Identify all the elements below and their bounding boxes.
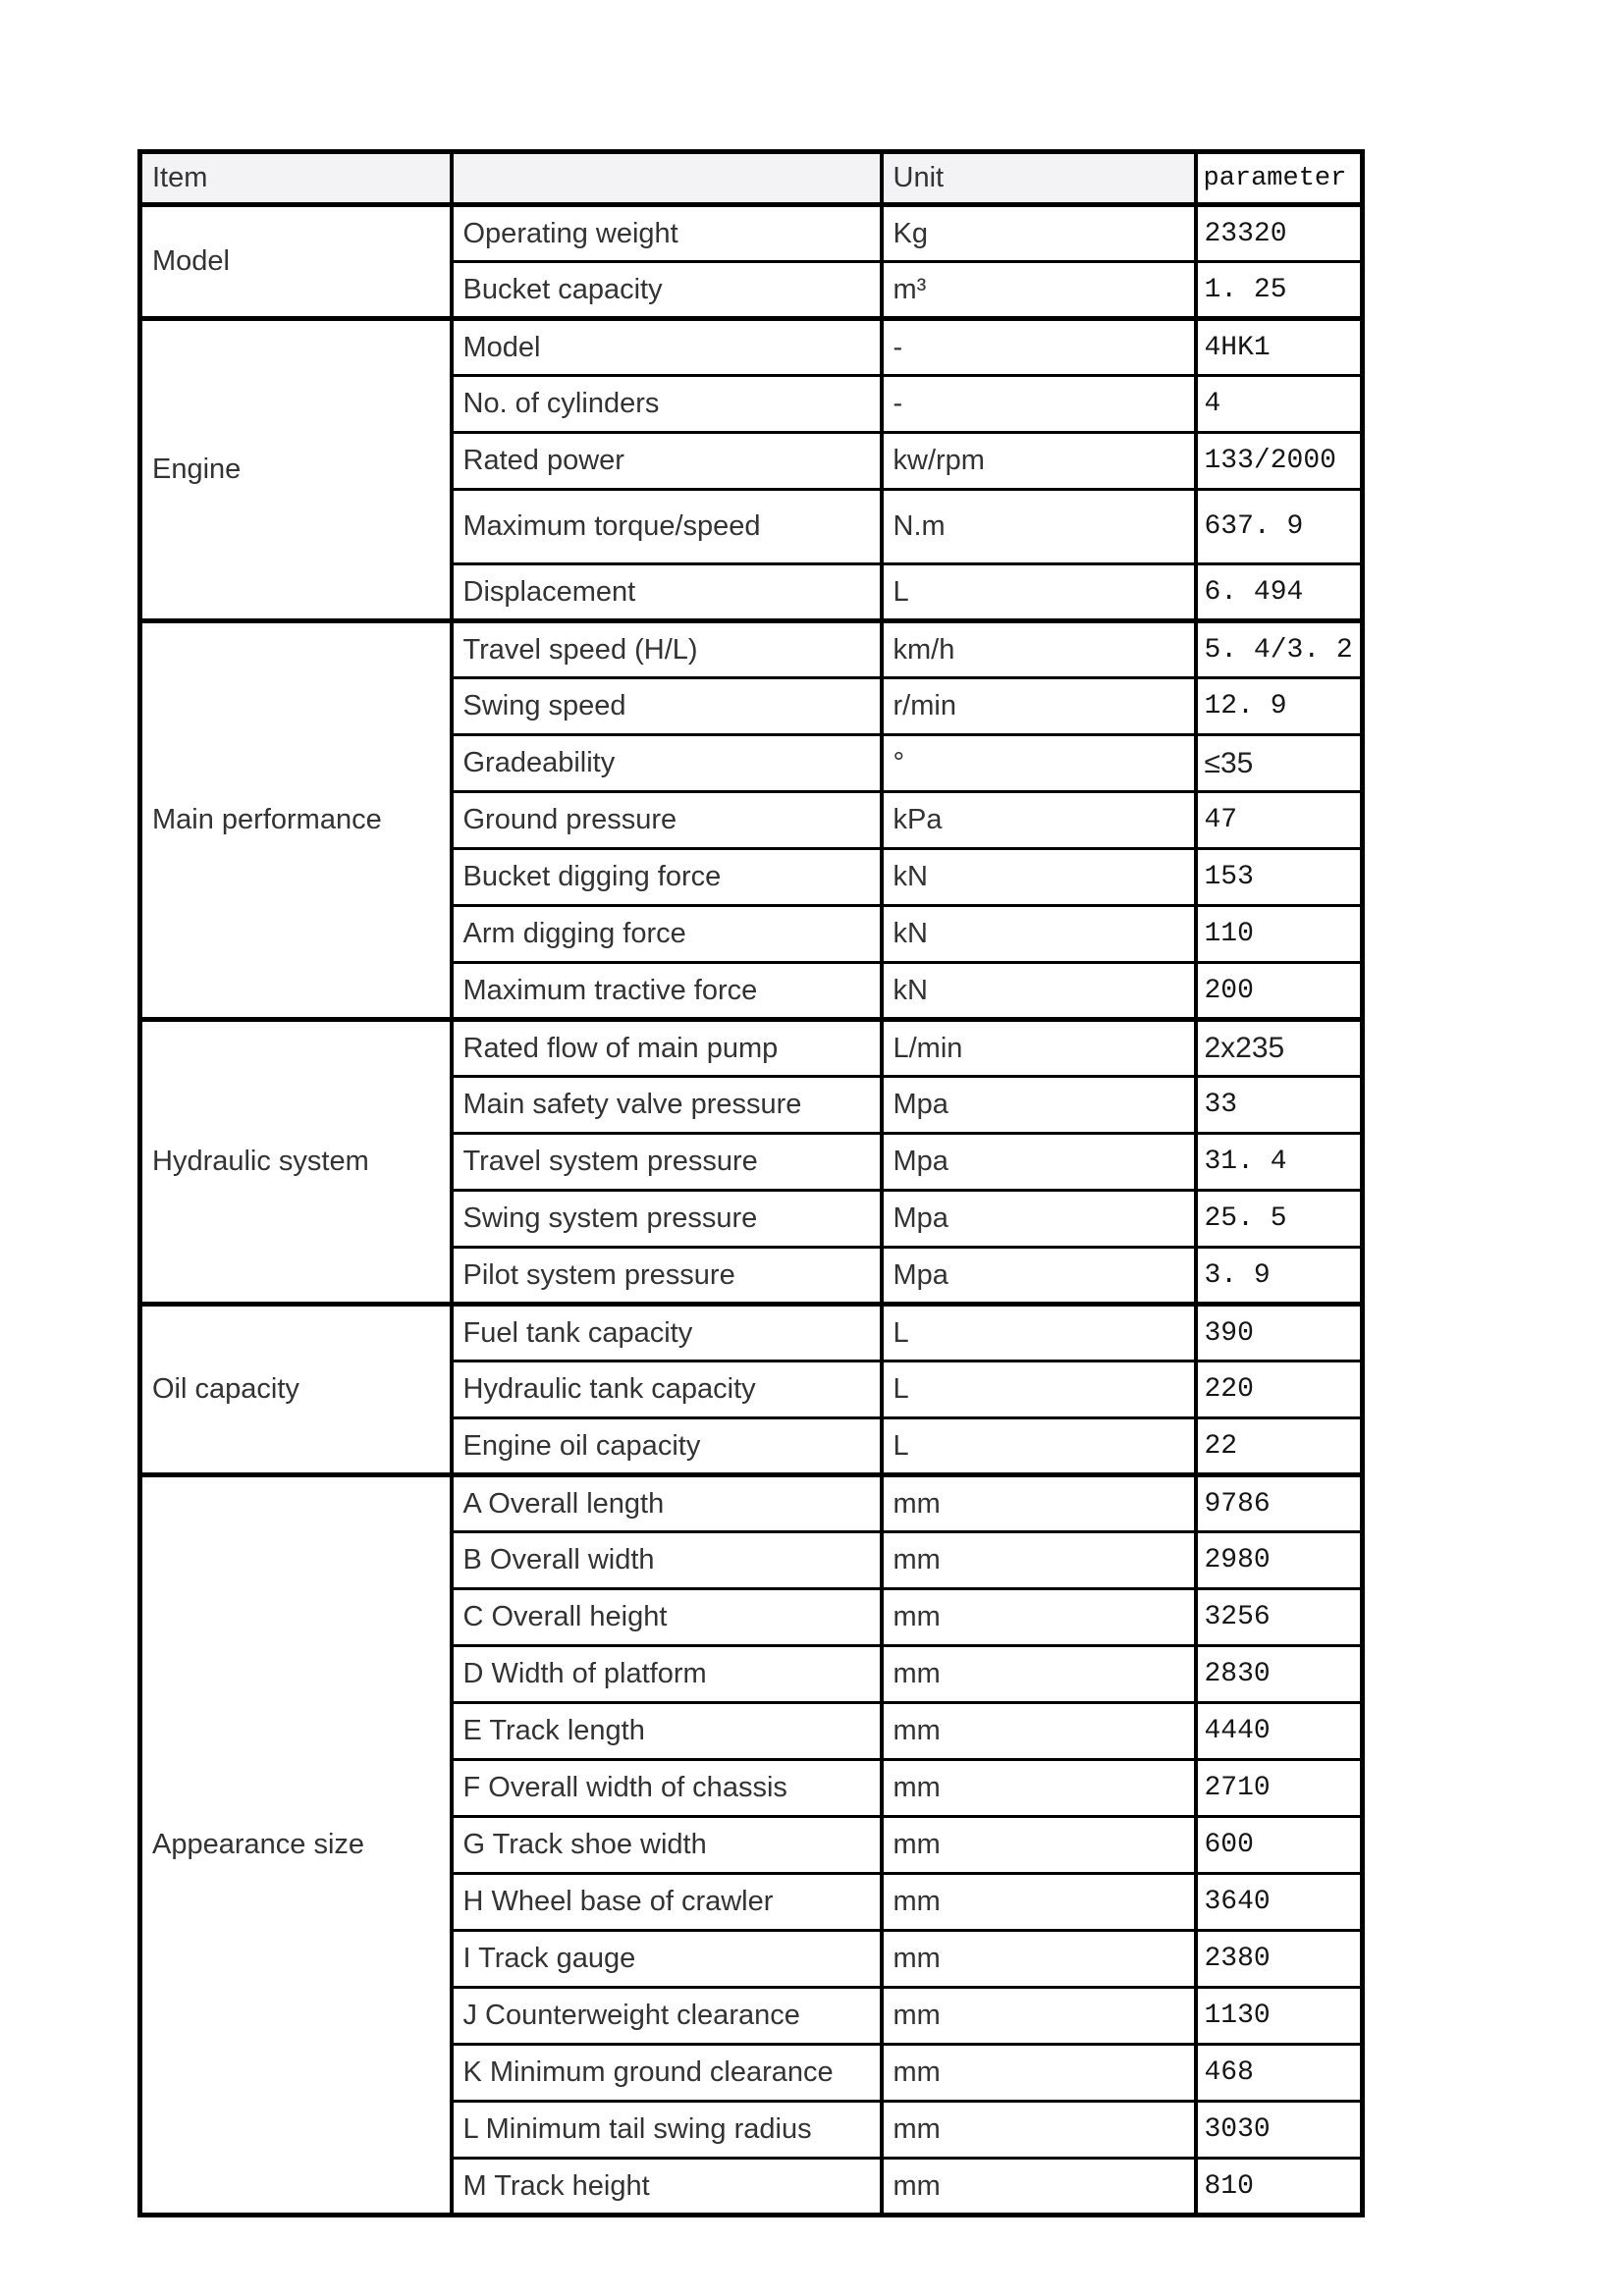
parameter-value-cell: 4: [1196, 376, 1363, 433]
table-row: [140, 319, 1363, 376]
unit-cell: kPa: [882, 792, 1196, 849]
parameter-value-cell: 133/2000: [1196, 433, 1363, 490]
spec-name-cell: Maximum torque/speed: [452, 490, 882, 564]
parameter-value-cell: 6. 494: [1196, 564, 1363, 621]
spec-name-cell: Rated power: [452, 433, 882, 490]
parameter-value-cell: 3. 9: [1196, 1248, 1363, 1305]
unit-cell: kN: [882, 849, 1196, 906]
parameter-value-cell: 31. 4: [1196, 1134, 1363, 1191]
spec-name-cell: B Overall width: [452, 1532, 882, 1589]
spec-name-cell: Bucket digging force: [452, 849, 882, 906]
spec-name-cell: Model: [452, 319, 882, 376]
header-parameter: parameter: [1196, 152, 1363, 205]
unit-cell: L: [882, 1418, 1196, 1475]
group-label-cell: Engine: [140, 319, 452, 621]
unit-cell: mm: [882, 1760, 1196, 1817]
unit-cell: km/h: [882, 621, 1196, 678]
unit-cell: -: [882, 319, 1196, 376]
spec-name-cell: Hydraulic tank capacity: [452, 1362, 882, 1418]
unit-cell: L: [882, 1305, 1196, 1362]
parameter-value-cell: 33: [1196, 1077, 1363, 1134]
spec-name-cell: Travel speed (H/L): [452, 621, 882, 678]
table-row: [140, 1305, 1363, 1362]
unit-cell: r/min: [882, 678, 1196, 735]
unit-cell: Mpa: [882, 1134, 1196, 1191]
spec-name-cell: L Minimum tail swing radius: [452, 2102, 882, 2159]
unit-cell: L/min: [882, 1020, 1196, 1077]
group-label-cell: Main performance: [140, 621, 452, 1020]
spec-name-cell: C Overall height: [452, 1589, 882, 1646]
parameter-value-cell: 25. 5: [1196, 1191, 1363, 1248]
parameter-value-cell: 637. 9: [1196, 490, 1363, 564]
group-label-cell: Oil capacity: [140, 1305, 452, 1475]
parameter-value-cell: 4440: [1196, 1703, 1363, 1760]
spec-name-cell: E Track length: [452, 1703, 882, 1760]
spec-name-cell: H Wheel base of crawler: [452, 1874, 882, 1931]
unit-cell: L: [882, 564, 1196, 621]
spec-name-cell: Ground pressure: [452, 792, 882, 849]
parameter-value-cell: 468: [1196, 2045, 1363, 2102]
spec-name-cell: Swing speed: [452, 678, 882, 735]
group-label-cell: Model: [140, 205, 452, 319]
spec-name-cell: D Width of platform: [452, 1646, 882, 1703]
unit-cell: Mpa: [882, 1191, 1196, 1248]
parameter-value-cell: 47: [1196, 792, 1363, 849]
header-spec: [452, 152, 882, 205]
parameter-value-cell: 810: [1196, 2159, 1363, 2216]
table-body: [140, 205, 1363, 2216]
unit-cell: mm: [882, 1817, 1196, 1874]
unit-cell: mm: [882, 2045, 1196, 2102]
parameter-value-cell: 3640: [1196, 1874, 1363, 1931]
spec-name-cell: Bucket capacity: [452, 262, 882, 319]
spec-name-cell: K Minimum ground clearance: [452, 2045, 882, 2102]
parameter-value-cell: 200: [1196, 963, 1363, 1020]
spec-name-cell: I Track gauge: [452, 1931, 882, 1988]
spec-name-cell: F Overall width of chassis: [452, 1760, 882, 1817]
table-row: [140, 205, 1363, 262]
parameter-value-cell: 220: [1196, 1362, 1363, 1418]
unit-cell: m³: [882, 262, 1196, 319]
table-row: [140, 621, 1363, 678]
header-item: Item: [140, 152, 452, 205]
unit-cell: °: [882, 735, 1196, 792]
group-label-cell: Hydraulic system: [140, 1020, 452, 1305]
unit-cell: mm: [882, 2102, 1196, 2159]
unit-cell: mm: [882, 1988, 1196, 2045]
unit-cell: mm: [882, 1874, 1196, 1931]
spec-name-cell: Pilot system pressure: [452, 1248, 882, 1305]
spec-name-cell: Operating weight: [452, 205, 882, 262]
unit-cell: Mpa: [882, 1248, 1196, 1305]
parameter-value-cell: 2x235: [1196, 1020, 1363, 1077]
spec-name-cell: Swing system pressure: [452, 1191, 882, 1248]
unit-cell: Mpa: [882, 1077, 1196, 1134]
spec-name-cell: J Counterweight clearance: [452, 1988, 882, 2045]
unit-cell: N.m: [882, 490, 1196, 564]
spec-name-cell: Displacement: [452, 564, 882, 621]
parameter-value-cell: 12. 9: [1196, 678, 1363, 735]
parameter-value-cell: 5. 4/3. 2: [1196, 621, 1363, 678]
parameter-value-cell: 4HK1: [1196, 319, 1363, 376]
table-header: [140, 152, 1363, 205]
parameter-value-cell: 600: [1196, 1817, 1363, 1874]
parameter-value-cell: 2380: [1196, 1931, 1363, 1988]
unit-cell: kN: [882, 906, 1196, 963]
unit-cell: L: [882, 1362, 1196, 1418]
spec-name-cell: Engine oil capacity: [452, 1418, 882, 1475]
unit-cell: mm: [882, 2159, 1196, 2216]
table-row: [140, 1475, 1363, 1532]
parameter-value-cell: 153: [1196, 849, 1363, 906]
parameter-value-cell: 2980: [1196, 1532, 1363, 1589]
spec-name-cell: Maximum tractive force: [452, 963, 882, 1020]
unit-cell: mm: [882, 1931, 1196, 1988]
unit-cell: mm: [882, 1589, 1196, 1646]
unit-cell: kw/rpm: [882, 433, 1196, 490]
parameter-value-cell: 390: [1196, 1305, 1363, 1362]
spec-name-cell: Fuel tank capacity: [452, 1305, 882, 1362]
group-label-cell: Appearance size: [140, 1475, 452, 2216]
header-row: [140, 152, 1363, 205]
unit-cell: mm: [882, 1646, 1196, 1703]
spec-name-cell: A Overall length: [452, 1475, 882, 1532]
table-row: [140, 1020, 1363, 1077]
spec-table: [137, 149, 1365, 2217]
spec-name-cell: Travel system pressure: [452, 1134, 882, 1191]
parameter-value-cell: 23320: [1196, 205, 1363, 262]
unit-cell: Kg: [882, 205, 1196, 262]
spec-name-cell: M Track height: [452, 2159, 882, 2216]
spec-name-cell: Main safety valve pressure: [452, 1077, 882, 1134]
unit-cell: kN: [882, 963, 1196, 1020]
unit-cell: mm: [882, 1703, 1196, 1760]
parameter-value-cell: 3030: [1196, 2102, 1363, 2159]
spec-name-cell: Arm digging force: [452, 906, 882, 963]
parameter-value-cell: 3256: [1196, 1589, 1363, 1646]
spec-name-cell: Rated flow of main pump: [452, 1020, 882, 1077]
spec-name-cell: G Track shoe width: [452, 1817, 882, 1874]
unit-cell: mm: [882, 1475, 1196, 1532]
parameter-value-cell: 110: [1196, 906, 1363, 963]
unit-cell: -: [882, 376, 1196, 433]
unit-cell: mm: [882, 1532, 1196, 1589]
spec-name-cell: No. of cylinders: [452, 376, 882, 433]
parameter-value-cell: 22: [1196, 1418, 1363, 1475]
parameter-value-cell: 9786: [1196, 1475, 1363, 1532]
parameter-value-cell: 2830: [1196, 1646, 1363, 1703]
parameter-value-cell: 1. 25: [1196, 262, 1363, 319]
header-unit: Unit: [882, 152, 1196, 205]
parameter-value-cell: ≤35: [1196, 735, 1363, 792]
parameter-value-cell: 1130: [1196, 1988, 1363, 2045]
parameter-value-cell: 2710: [1196, 1760, 1363, 1817]
spec-name-cell: Gradeability: [452, 735, 882, 792]
spec-sheet: [137, 149, 1365, 2217]
